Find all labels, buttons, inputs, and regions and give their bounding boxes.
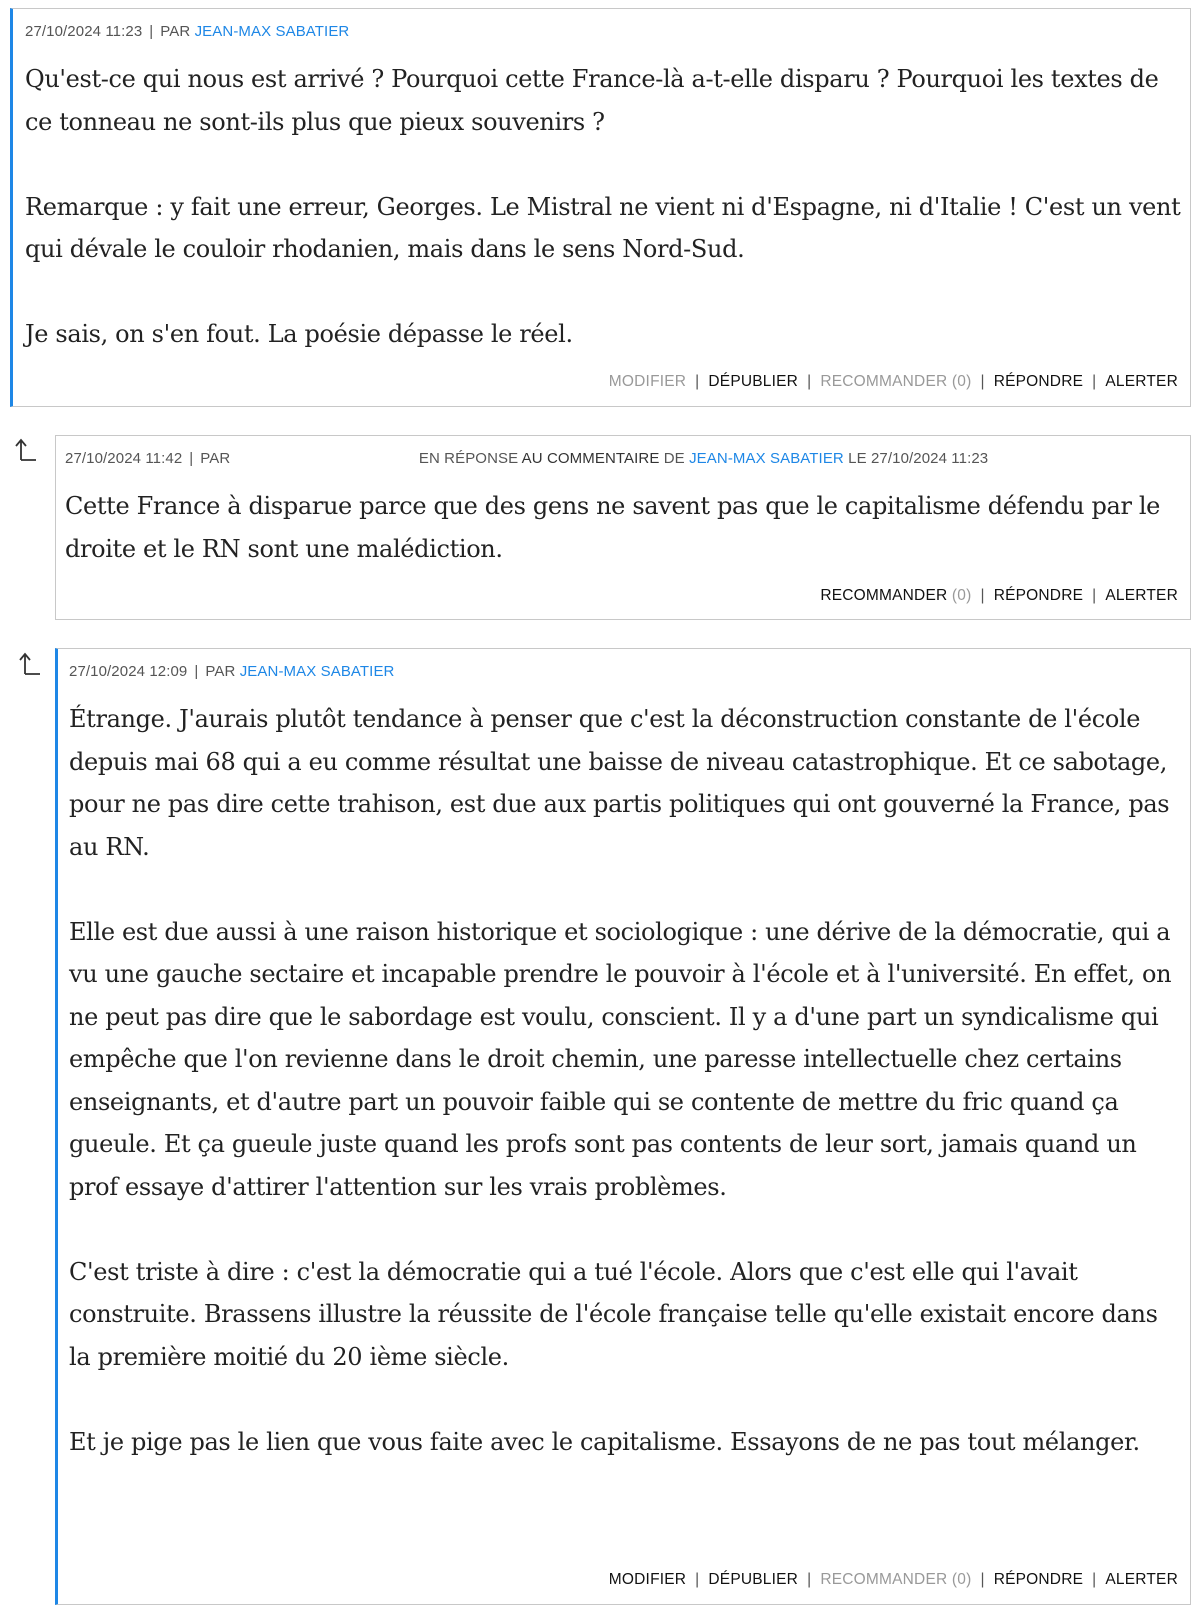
comment-body [25,58,1185,356]
depublier-button[interactable]: DÉPUBLIER [708,373,799,390]
comment-paragraph: Qu'est-ce qui nous est arrivé ? Pourquoi cette France-là a-t-elle disparu ? Pourquoi les textes de ce tonneau ne sont-ils plus que pieux souvenirs ? [25,65,1159,136]
comment-paragraph: Je sais, on s'en fout. La poésie dépasse le réel. [25,320,573,348]
alerter-button[interactable]: ALERTER [1105,587,1178,604]
comment-meta: 27/10/2024 11:23 | PAR JEAN-MAX SABATIER [25,23,350,40]
comment-author-link[interactable]: JEAN-MAX SABATIER [239,663,395,680]
comment-actions: MODIFIER | DÉPUBLIER | RECOMMANDER (0) | RÉPONDRE | ALERTER [608,1571,1178,1588]
comment-paragraph: C'est triste à dire : c'est la démocratie qui a tué l'école. Alors que c'est elle qui l'avait construite. Brassens illustre la réussite de l'école française telle qu'elle existait encore dans la première moitié du 20 ième siècle. [69,1257,1158,1371]
recommander-button[interactable] [820,373,971,390]
reply-de: DE [663,450,685,467]
comment-paragraph: Et je pige pas le lien que vous faite avec le capitalisme. Essayons de ne pas tout mélanger. [69,1427,1140,1456]
comment-author-link[interactable]: JEAN-MAX SABATIER [194,23,350,40]
recommander-label: RECOMMANDER [820,373,948,390]
recommend-count: (0) [951,587,972,604]
comment-meta: 27/10/2024 11:42 | PAR EN RÉPONSE AU COMMENTAIRE DE JEAN-MAX SABATIER LE 27/10/2024 11:23 [65,450,989,467]
reply-arrow-icon [14,436,38,462]
repondre-button[interactable]: RÉPONDRE [993,373,1084,390]
reply-prefix: EN RÉPONSE [418,450,519,467]
comment-date: 27/10/2024 12:09 [69,663,188,680]
comment-card [55,648,1191,1605]
by-label: PAR [160,23,191,40]
comment-paragraph: Étrange. J'aurais plutôt tendance à penser que c'est la déconstruction constante de l'école depuis mai 68 qui a eu comme résultat une baisse de niveau catastrophique. Et ce sabotage, pour ne pas dire cette trahison, est due aux partis politiques qui ont gouverné la France, pas au RN. [69,705,1170,861]
recommend-count: (0) [951,373,972,390]
recommander-button[interactable] [820,587,971,604]
repondre-button[interactable]: RÉPONDRE [993,587,1084,604]
comment-card [10,8,1191,407]
modifier-button[interactable]: MODIFIER [608,373,687,390]
by-label: PAR [205,663,236,680]
comment-actions: RECOMMANDER (0) | RÉPONDRE | ALERTER [820,587,1178,604]
comment-paragraph: Cette France à disparue parce que des gens ne savent pas que le capitalisme défendu par le droite et le RN sont une malédiction. [65,492,1161,563]
recommander-label: RECOMMANDER [820,1571,948,1588]
recommander-label: RECOMMANDER [820,587,948,604]
reply-le-date: LE 27/10/2024 11:23 [848,450,989,467]
comment-date: 27/10/2024 11:42 [65,450,183,467]
depublier-button[interactable]: DÉPUBLIER [708,1571,799,1588]
modifier-button[interactable]: MODIFIER [608,1571,687,1588]
comment-body [69,698,1181,1463]
alerter-button[interactable]: ALERTER [1105,1571,1178,1588]
by-label: PAR [200,450,231,467]
reply-au-commentaire: AU COMMENTAIRE [521,450,660,467]
comment-paragraph: Remarque : y fait une erreur, Georges. Le Mistral ne vient ni d'Espagne, ni d'Italie ! C'est un vent qui dévale le couloir rhodanien, mais dans le sens Nord-Sud. [25,192,1181,263]
recommend-count: (0) [951,1571,972,1588]
repondre-button[interactable]: RÉPONDRE [993,1571,1084,1588]
comment-meta: 27/10/2024 12:09 | PAR JEAN-MAX SABATIER [69,663,395,680]
comment-card [55,435,1191,620]
reply-author-link[interactable]: JEAN-MAX SABATIER [689,450,844,467]
comment-paragraph: Elle est due aussi à une raison historique et sociologique : une dérive de la démocratie, qui a vu une gauche sectaire et incapable prendre le pouvoir à l'école et à l'université. En effet, on ne peut pas dire que le sabordage est voulu, conscient. Il y a d'une part un syndicalisme qui empêche que l'on revienne dans le droit chemin, une paresse intellectuelle chez certains enseignants, et d'autre part un pouvoir faible qui se contente de mettre du fric quand ça gueule. Et ça gueule juste quand les profs sont pas contents de leur sort, jamais quand un prof essaye d'attirer l'attention sur les vrais problèmes. [69,917,1172,1201]
recommander-button[interactable] [820,1571,971,1588]
comment-date: 27/10/2024 11:23 [25,23,143,40]
comment-body [65,485,1183,570]
comment-actions: MODIFIER | DÉPUBLIER | RECOMMANDER (0) | RÉPONDRE | ALERTER [608,373,1178,390]
reply-arrow-icon [18,650,42,676]
alerter-button[interactable]: ALERTER [1105,373,1178,390]
